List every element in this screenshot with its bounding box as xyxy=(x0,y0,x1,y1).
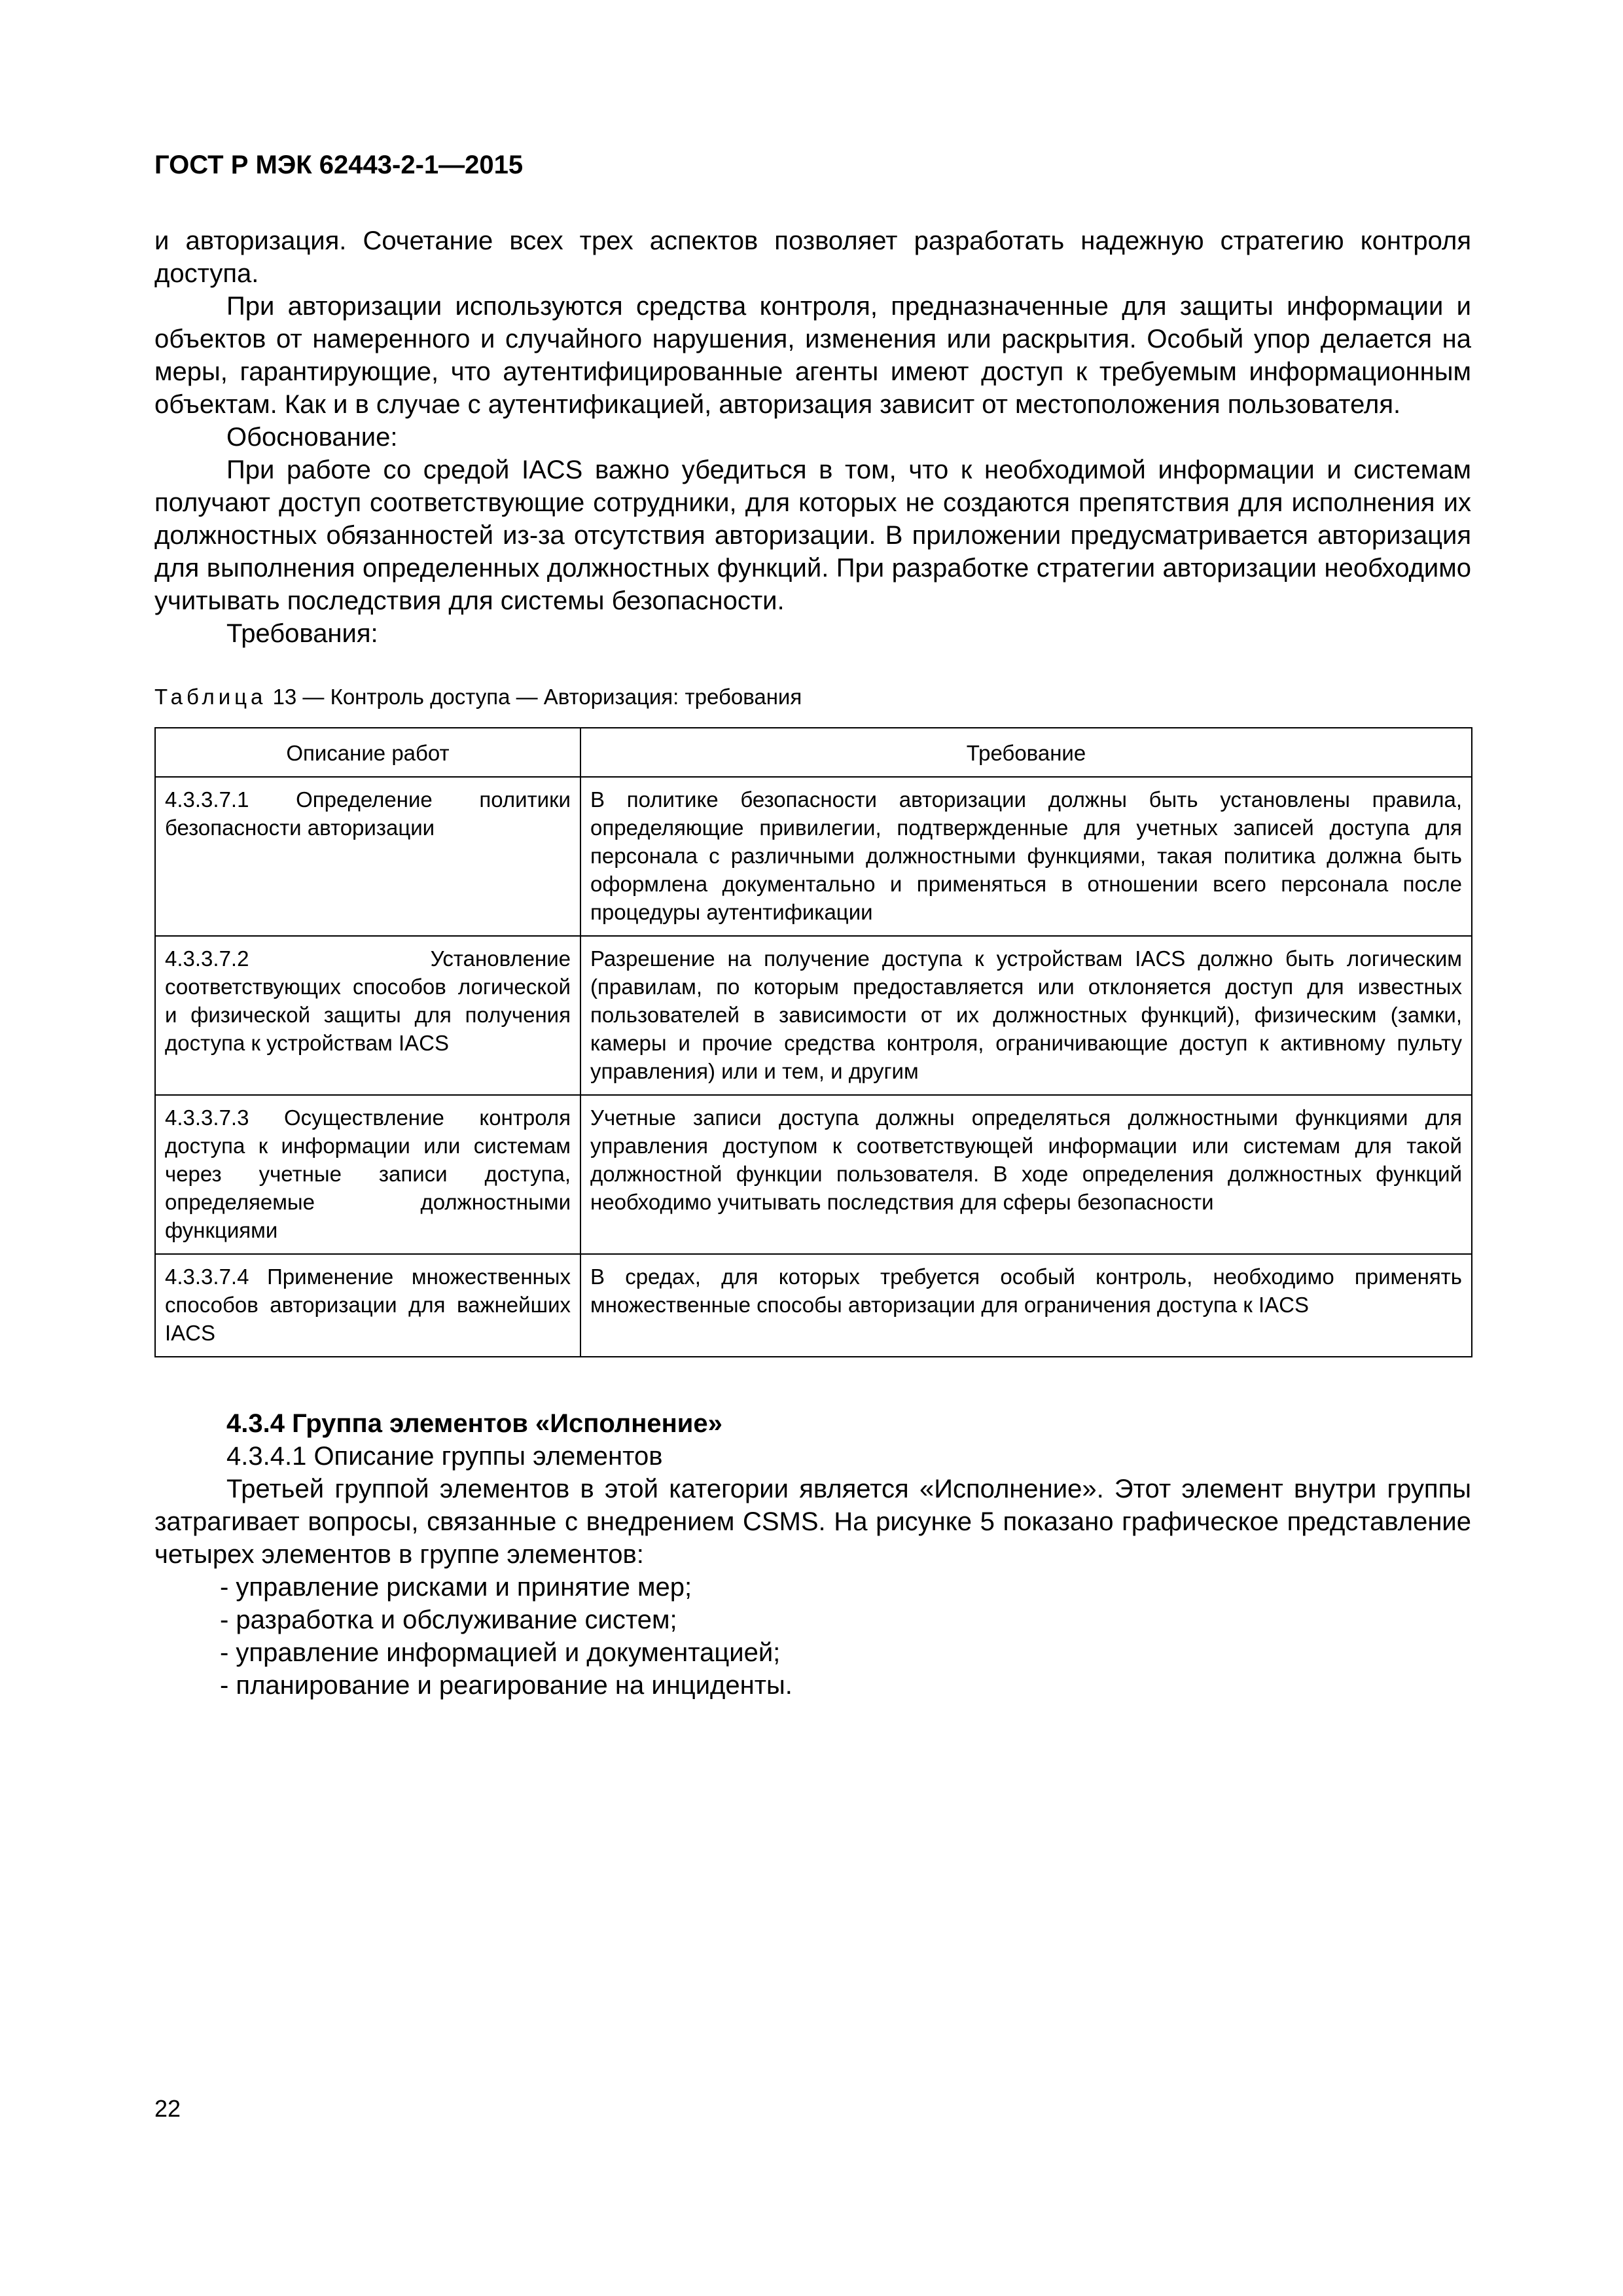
list-item: - управление информацией и документацией; xyxy=(220,1638,781,1667)
paragraph-continuation: и авторизация. Сочетание всех трех аспектов позволяет разработать надежную стратегию контроля доступа. xyxy=(154,226,1471,288)
table-caption-label: Таблица xyxy=(154,685,267,709)
column-header-requirement: Требование xyxy=(580,728,1472,777)
cell-description: 4.3.3.7.3 Осуществление контроля доступа к информации или системам через учетные записи доступа, определяемые должностными функциями xyxy=(155,1095,580,1254)
paragraph-rationale-label: Обоснование: xyxy=(226,423,398,452)
paragraph-requirements-label: Требования: xyxy=(226,619,378,648)
cell-description: 4.3.3.7.1 Определение политики безопасности авторизации xyxy=(155,777,580,936)
section-paragraph: Третьей группой элементов в этой категории является «Исполнение». Этот элемент внутри группы затрагивает вопросы, связанные с внедрением CSMS. На рисунке 5 показано графическое представление четырех элементов в группе элементов: xyxy=(154,1475,1471,1569)
paragraph-authorization: При авторизации используются средства контроля, предназначенные для защиты информации и объектов от намеренного и случайного нарушения, изменения или раскрытия. Особый упор делается на меры, гарантирующие, что аутентифицированные агенты имеют доступ к требуемым информационным объектам. Как и в случае с аутентификацией, авторизация зависит от местоположения пользователя. xyxy=(154,292,1471,419)
cell-requirement: В политике безопасности авторизации должны быть установлены правила, определяющие привилегии, подтвержденные для учетных записей доступа для персонала с различными должностными функциями, такая политика должна быть оформлена документально и применяться в отношении всего персонала после процедуры аутентификации xyxy=(580,777,1472,936)
table-row xyxy=(155,777,1472,936)
cell-description: 4.3.3.7.2 Установление соответствующих способов логической и физической защиты для получения доступа к устройствам IACS xyxy=(155,936,580,1095)
cell-requirement: Разрешение на получение доступа к устройствам IACS должно быть логическим (правилам, по которым предоставляется или отклоняется доступ для известных пользователей в зависимости от их должностных функций), физическим (замки, камеры и прочие средства контроля, ограничивающие доступ к активному пульту управления) или и тем, и другим xyxy=(580,936,1472,1095)
list-item: - управление рисками и принятие мер; xyxy=(220,1573,692,1602)
cell-description: 4.3.3.7.4 Применение множественных способов авторизации для важнейших IACS xyxy=(155,1254,580,1357)
column-header-description: Описание работ xyxy=(155,728,580,777)
section-4-3-4 xyxy=(154,1407,1471,1702)
list-item: - планирование и реагирование на инциденты. xyxy=(220,1671,793,1700)
paragraph-rationale: При работе со средой IACS важно убедиться в том, что к необходимой информации и системам получают доступ соответствующие сотрудники, для которых не создаются препятствия для исполнения их должностных обязанностей из-за отсутствия авторизации. В приложении предусматривается авторизация для выполнения определенных должностных функций. При разработке стратегии авторизации необходимо учитывать последствия для системы безопасности. xyxy=(154,456,1471,615)
table-row xyxy=(155,936,1472,1095)
requirements-table xyxy=(154,727,1472,1357)
table-row xyxy=(155,1095,1472,1254)
body-text-block xyxy=(154,224,1471,650)
list-item: - разработка и обслуживание систем; xyxy=(220,1605,677,1634)
section-heading: 4.3.4 Группа элементов «Исполнение» xyxy=(226,1409,722,1438)
page-number: 22 xyxy=(154,2095,181,2122)
document-standard-code: ГОСТ Р МЭК 62443-2-1—2015 xyxy=(154,151,524,179)
table-caption-text: 13 — Контроль доступа — Авторизация: требования xyxy=(272,685,802,709)
cell-requirement: В средах, для которых требуется особый контроль, необходимо применять множественные способы авторизации для ограничения доступа к IACS xyxy=(580,1254,1472,1357)
cell-requirement: Учетные записи доступа должны определяться должностными функциями для управления доступом к соответствующей информации или системам для такой должностной функции пользователя. В ходе определения должностных функций необходимо учитывать последствия для сферы безопасности xyxy=(580,1095,1472,1254)
subsection-heading: 4.3.4.1 Описание группы элементов xyxy=(226,1442,663,1471)
table-caption xyxy=(154,684,802,710)
table-row xyxy=(155,1254,1472,1357)
table-header-row xyxy=(155,728,1472,777)
